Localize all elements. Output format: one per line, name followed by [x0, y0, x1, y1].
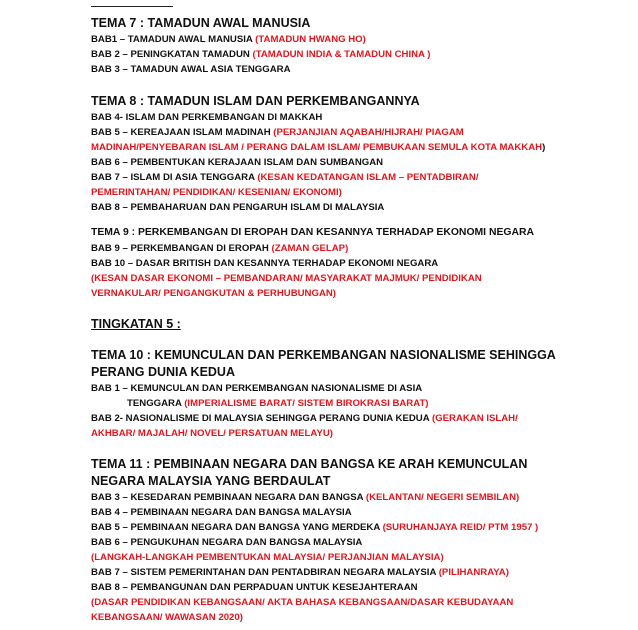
tingkatan-section [91, 316, 631, 333]
tema8-bab6: BAB 6 – PEMBENTUKAN KERAJAAN ISLAM DAN SUMBANGAN [91, 157, 384, 168]
tema9-title: TEMA 9 : PERKEMBANGAN DI EROPAH DAN KESANNYA TERHADAP EKONOMI NEGARA [91, 227, 534, 238]
header-rule [91, 6, 173, 7]
tema9-bab10-red-cont: VERNAKULAR/ PENGANGKUTAN & PERHUBUNGAN) [91, 288, 336, 299]
tema9-bab10: BAB 10 – DASAR BRITISH DAN KESANNYA TERHADAP EKONOMI NEGARA [91, 258, 439, 269]
tema8-bab7-cont: PEMERINTAHAN/ PENDIDIKAN/ KESENIAN/ EKONOMI) [91, 187, 342, 198]
tema11-bab8: BAB 8 – PEMBANGUNAN DAN PERPADUAN UNTUK KESEJAHTERAAN [91, 582, 418, 593]
tema9-bab9: BAB 9 – PERKEMBANGAN DI EROPAH (ZAMAN GELAP) [91, 243, 349, 254]
tema11-bab8-red-cont: KEBANGSAAN/ WAWASAN 2020) [91, 612, 243, 623]
tema7-bab1: BAB1 – TAMADUN AWAL MANUSIA (TAMADUN HWANG HO) [91, 34, 366, 45]
tema10-section [91, 347, 631, 441]
tema11-bab7: BAB 7 – SISTEM PEMERINTAHAN DAN PENTADBIRAN NEGARA MALAYSIA (PILIHANRAYA) [91, 567, 509, 578]
tema10-bab1: BAB 1 – KEMUNCULAN DAN PERKEMBANGAN NASIONALISME DI ASIA [91, 383, 423, 394]
tema10-bab2-cont: AKHBAR/ MAJALAH/ NOVEL/ PERSATUAN MELAYU) [91, 428, 333, 439]
tema8-bab5: BAB 5 – KEREAJAAN ISLAM MADINAH (PERJANJIAN AQABAH/HIJRAH/ PIAGAM [91, 127, 464, 138]
tema11-bab4: BAB 4 – PEMBINAAN NEGARA DAN BANGSA MALAYSIA [91, 507, 352, 518]
tema11-bab3: BAB 3 – KESEDARAN PEMBINAAN NEGARA DAN BANGSA (KELANTAN/ NEGERI SEMBILAN) [91, 492, 520, 503]
tema10-bab2: BAB 2- NASIONALISME DI MALAYSIA SEHINGGA PERANG DUNIA KEDUA (GERAKAN ISLAH/ [91, 413, 518, 424]
tema11-title-line1: TEMA 11 : PEMBINAAN NEGARA DAN BANGSA KE ARAH KEMUNCULAN [91, 457, 528, 471]
tema10-bab1-cont: TENGGARA (IMPERIALISME BARAT/ SISTEM BIROKRASI BARAT) [127, 398, 429, 409]
tema8-title: TEMA 8 : TAMADUN ISLAM DAN PERKEMBANGANNYA [91, 94, 420, 108]
tema11-bab5: BAB 5 – PEMBINAAN NEGARA DAN BANGSA YANG MERDEKA (SURUHANJAYA REID/ PTM 1957 ) [91, 522, 539, 533]
tingkatan-heading: TINGKATAN 5 : [91, 317, 181, 331]
tema11-section [91, 456, 631, 625]
tema11-bab6: BAB 6 – PENGUKUHAN NEGARA DAN BANGSA MALAYSIA [91, 537, 363, 548]
tema8-bab8: BAB 8 – PEMBAHARUAN DAN PENGARUH ISLAM DI MALAYSIA [91, 202, 385, 213]
tema8-bab4: BAB 4- ISLAM DAN PERKEMBANGAN DI MAKKAH [91, 112, 323, 123]
tema11-title-line2: NEGARA MALAYSIA YANG BERDAULAT [91, 474, 331, 488]
tema9-section [91, 225, 631, 301]
tema8-bab5-cont: MADINAH/PENYEBARAN ISLAM / PERANG DALAM ISLAM/ PEMBUKAAN SEMULA KOTA MAKKAH) [91, 142, 546, 153]
tema7-section [91, 15, 631, 77]
tema11-bab6-red: (LANGKAH-LANGKAH PEMBENTUKAN MALAYSIA/ PERJANJIAN MALAYSIA) [91, 552, 444, 563]
tema8-bab7: BAB 7 – ISLAM DI ASIA TENGGARA (KESAN KEDATANGAN ISLAM – PENTADBIRAN/ [91, 172, 479, 183]
tema7-bab3: BAB 3 – TAMADUN AWAL ASIA TENGGARA [91, 64, 291, 75]
tema10-title-line1: TEMA 10 : KEMUNCULAN DAN PERKEMBANGAN NASIONALISME SEHINGGA [91, 348, 556, 362]
tema7-bab2: BAB 2 – PENINGKATAN TAMADUN (TAMADUN INDIA & TAMADUN CHINA ) [91, 49, 431, 60]
tema11-bab8-red: (DASAR PENDIDIKAN KEBANGSAAN/ AKTA BAHASA KEBANGSAAN/DASAR KEBUDAYAAN [91, 597, 514, 608]
tema8-section [91, 93, 631, 215]
tema7-title: TEMA 7 : TAMADUN AWAL MANUSIA [91, 16, 311, 30]
tema9-bab10-red: (KESAN DASAR EKONOMI – PEMBANDARAN/ MASYARAKAT MAJMUK/ PENDIDIKAN [91, 273, 482, 284]
tema10-title-line2: PERANG DUNIA KEDUA [91, 365, 235, 379]
